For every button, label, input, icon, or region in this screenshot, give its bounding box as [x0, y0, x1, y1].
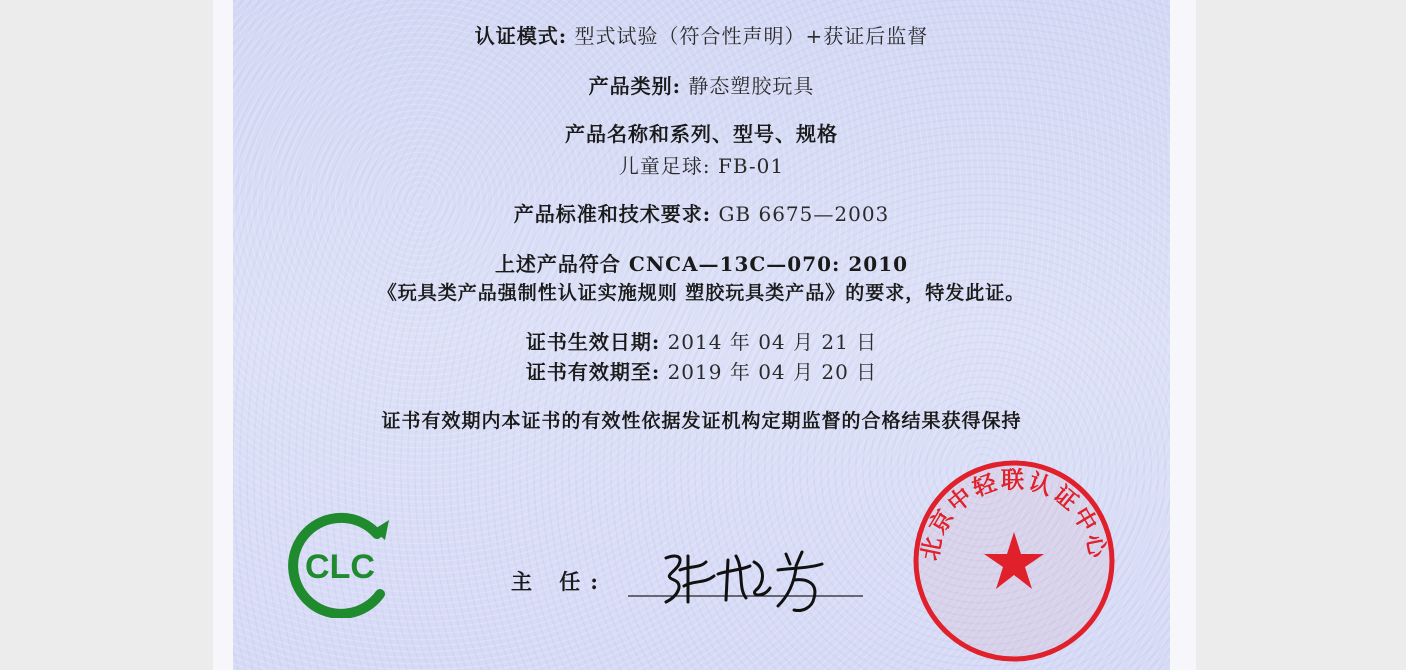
expiry-date-value: 2019 年 04 月 20 日: [667, 360, 878, 384]
logo-text: CLC: [305, 548, 375, 586]
product-name-value: 儿童足球: FB-01: [618, 154, 785, 178]
expiry-date-row: [233, 356, 1170, 385]
conform-line-1: 上述产品符合 CNCA—13C—070: 2010: [494, 252, 909, 276]
red-seal: [911, 458, 1117, 664]
director-signature: [618, 540, 868, 620]
product-name-label: 产品名称和系列、型号、规格: [565, 122, 838, 146]
validity-note: 证书有效期内本证书的有效性依据发证机构定期监督的合格结果获得保持: [381, 410, 1022, 432]
seal-text: 北京中轻联认证中心: [917, 467, 1111, 563]
effective-date-row: [233, 326, 1170, 355]
standard-value: GB 6675—2003: [718, 202, 890, 226]
standard-label: 产品标准和技术要求:: [513, 202, 712, 226]
director-label: 主 任:: [511, 569, 609, 594]
effective-date-value: 2014 年 04 月 21 日: [667, 330, 878, 354]
category-value: 静态塑胶玩具: [688, 74, 815, 98]
cert-mode-value: 型式试验（符合性声明）+获证后监督: [574, 24, 929, 48]
expiry-date-label: 证书有效期至:: [525, 360, 661, 384]
cert-mode-row: [233, 20, 1170, 49]
standard-row: [233, 198, 1170, 227]
conform-line-2: 《玩具类产品强制性认证实施规则 塑胶玩具类产品》的要求，特发此证。: [377, 282, 1026, 304]
cert-mode-label: 认证模式:: [474, 24, 568, 48]
effective-date-label: 证书生效日期:: [525, 330, 661, 354]
category-label: 产品类别:: [588, 74, 682, 98]
certificate-page: [233, 0, 1170, 670]
category-row: [233, 70, 1170, 99]
clc-logo: [285, 512, 395, 618]
